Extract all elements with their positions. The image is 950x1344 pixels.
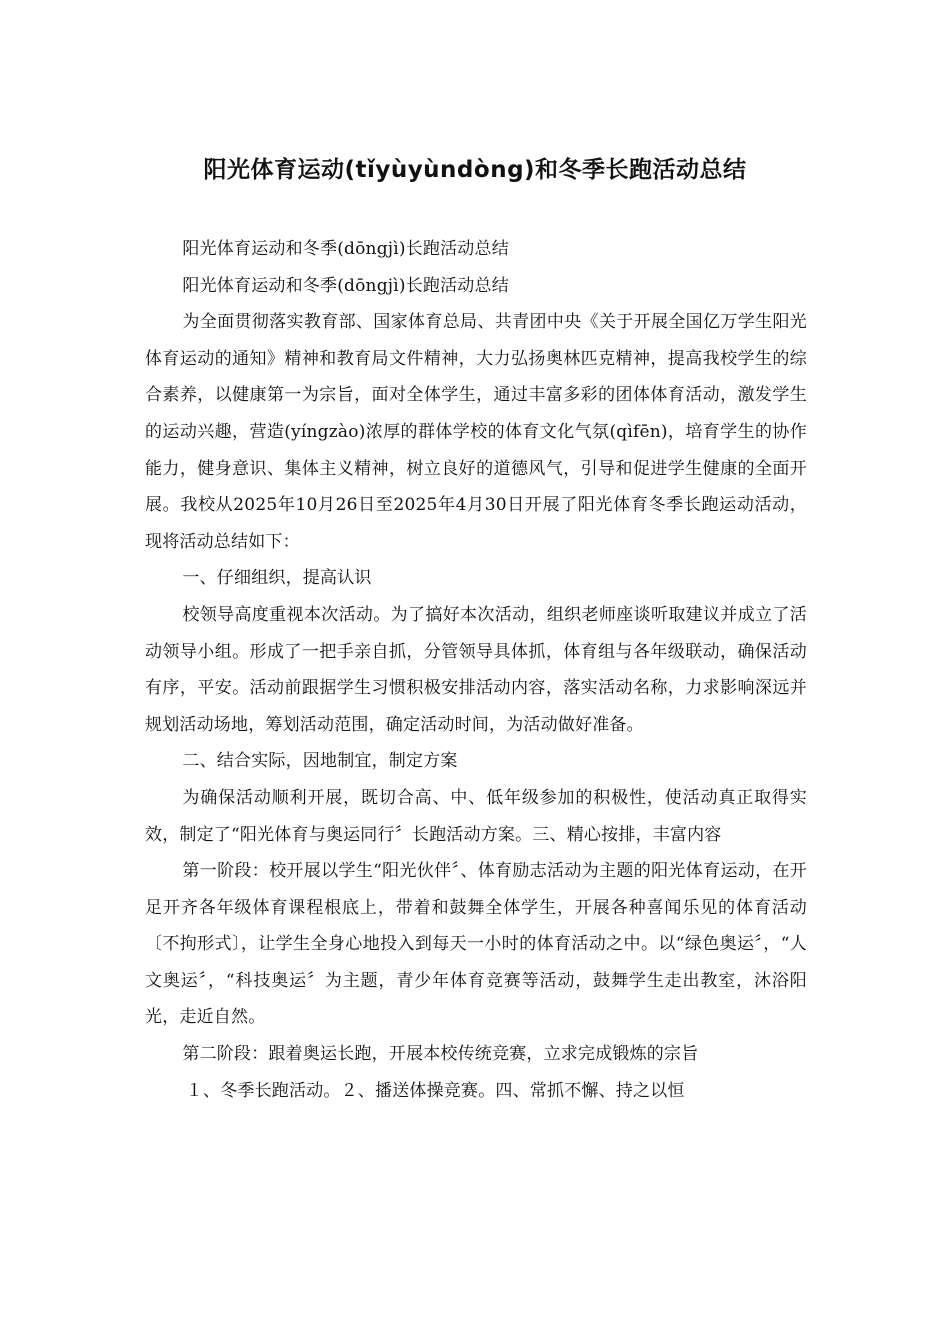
- section-heading-1: 一、仔细组织，提高认识: [182, 568, 372, 589]
- stage-1-paragraph: 第一阶段：校开展以学生“阳光伙伴〞、体育励志活动为主题的阳光体育运动，在开足开齐各年级体育课程根底上，带着和鼓舞全体学生，开展各种喜闻乐见的体育活动〔不拘形式〕，让学生全身心地投入到每天一小时的体育活动之中。以“绿色奥运〞，“人文奥运〞，“科技奥运〞为主题，青少年体育竞赛等活动，鼓舞学生走出教室，沐浴阳光，走近自然。: [145, 861, 807, 1028]
- document-title: 阳光体育运动(tǐyùyùndòng)和冬季长跑活动总结: [203, 157, 747, 183]
- intro-paragraph: 为全面贯彻落实教育部、国家体育总局、共青团中央《关于开展全国亿万学生阳光体育运动的通知》精神和教育局文件精神，大力弘扬奥林匹克精神，提高我校学生的综合素养，以健康第一为宗旨，面对全体学生，通过丰富多彩的团体体育活动，激发学生的运动兴趣，营造(yíngzào)浓厚的群体学校的体育文化气氛(qìfēn)，培育学生的协作能力，健身意识、集体主义精神，树立良好的道德风气，引导和促进学生健康的全面开展。我校从2025年10月26日至2025年4月30日开展了阳光体育冬季长跑运动活动，现将活动总结如下：: [145, 312, 807, 552]
- subtitle-line-repeat: 阳光体育运动和冬季(dōngjì)长跑活动总结: [182, 275, 509, 296]
- activity-list-line: １、冬季长跑活动。２、播送体操竞赛。四、常抓不懈、持之以恒: [185, 1080, 685, 1101]
- section-2-paragraph: 为确保活动顺利开展，既切合高、中、低年级参加的积极性，使活动真正取得实效，制定了“阳光体育与奥运同行〞长跑活动方案。三、精心按排，丰富内容: [145, 787, 807, 845]
- section-heading-2: 二、结合实际，因地制宜，制定方案: [182, 751, 458, 772]
- section-1-paragraph: 校领导高度重视本次活动。为了搞好本次活动，组织老师座谈听取建议并成立了活动领导小组。形成了一把手亲自抓，分管领导具体抓，体育组与各年级联动，确保活动有序，平安。活动前跟据学生习惯积极安排活动内容，落实活动名称，力求影响深远并规划活动场地，筹划活动范围，确定活动时间，为活动做好准备。: [145, 604, 807, 735]
- stage-2-paragraph: 第二阶段：跟着奥运长跑，开展本校传统竞赛，立求完成锻炼的宗旨: [182, 1044, 699, 1065]
- document-body: [145, 231, 807, 1109]
- subtitle-line: 阳光体育运动和冬季(dōngjì)长跑活动总结: [182, 239, 509, 259]
